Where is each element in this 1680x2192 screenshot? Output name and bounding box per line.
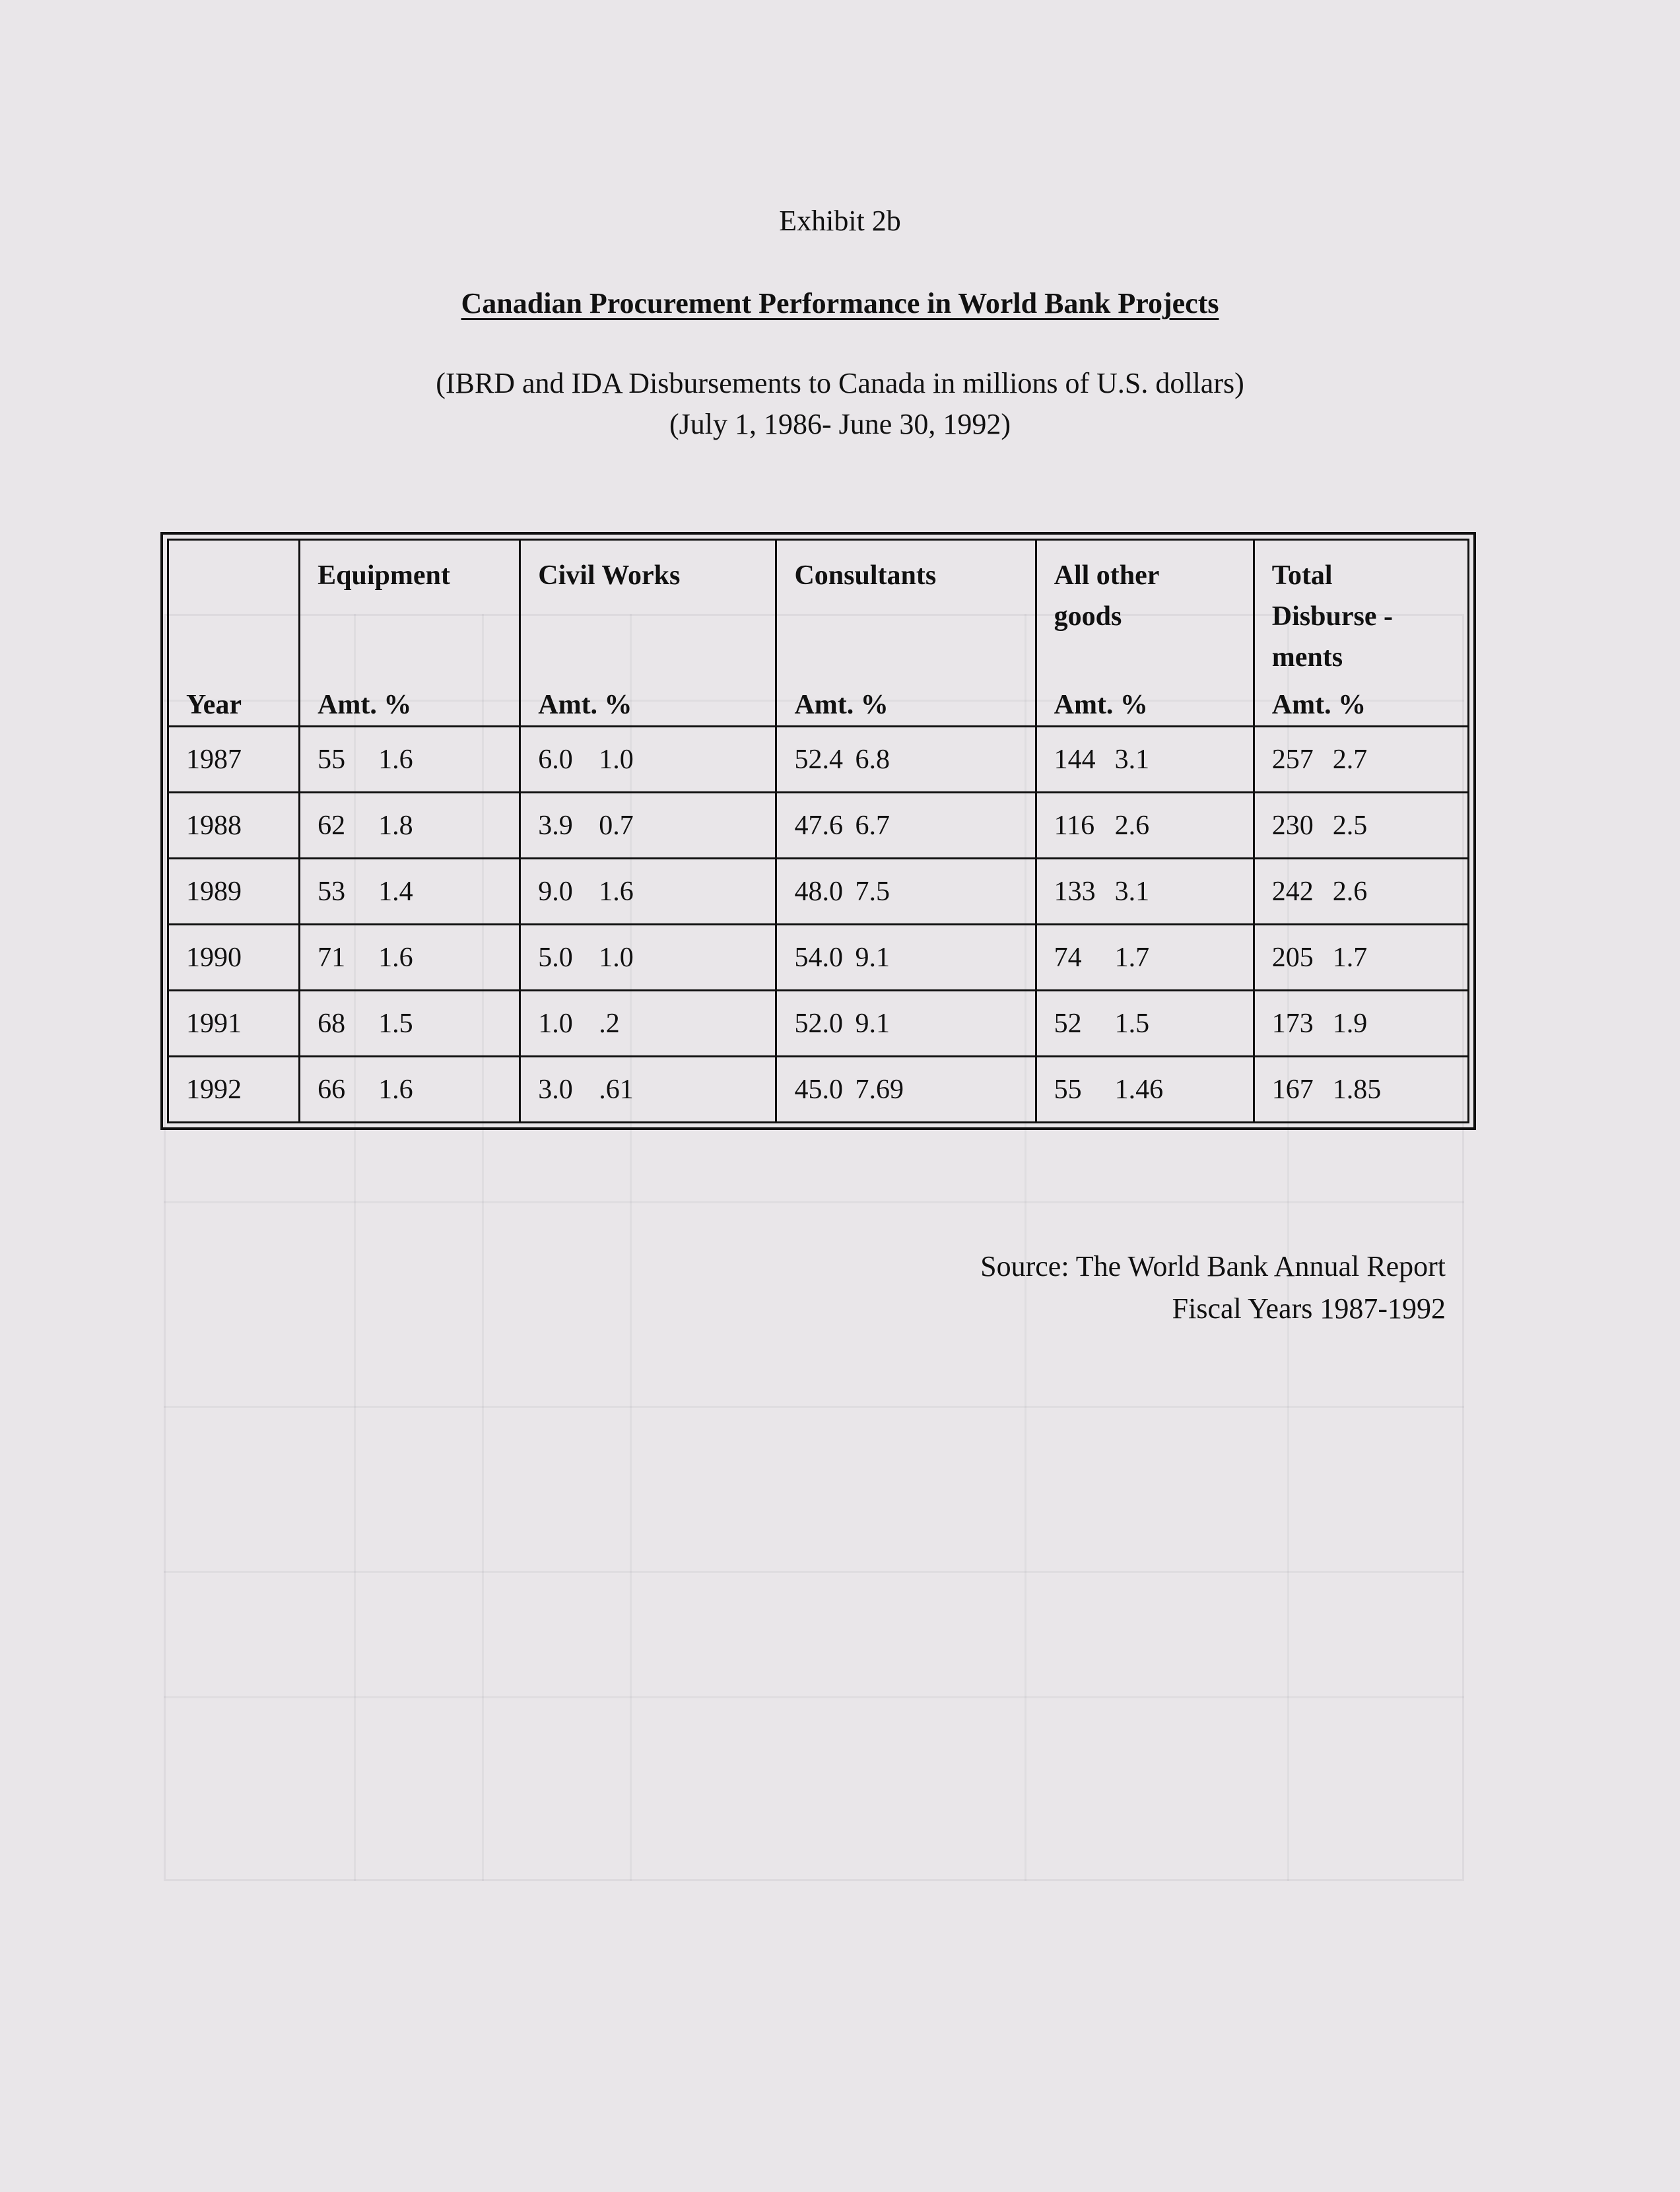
total-cell	[1254, 1057, 1468, 1123]
equipment-cell	[300, 727, 520, 793]
percent-value: 1.6	[378, 744, 413, 775]
amount-value: 48.0	[794, 876, 843, 907]
amount-value: 116	[1054, 810, 1095, 841]
year-cell: 1989	[168, 859, 300, 925]
amount-value: 205	[1271, 942, 1314, 973]
amount-value: 45.0	[794, 1074, 843, 1105]
total-cell	[1254, 727, 1468, 793]
procurement-table-frame	[160, 532, 1476, 1130]
civil-works-cell	[520, 859, 776, 925]
percent-value: 1.6	[599, 876, 634, 907]
civil-works-cell	[520, 991, 776, 1057]
column-header-civil-works	[520, 540, 776, 727]
table-header-row	[168, 540, 1469, 727]
percent-value: 1.5	[1114, 1008, 1150, 1039]
document-title-text: Canadian Procurement Performance in World Bank Projects	[461, 287, 1219, 319]
exhibit-label: Exhibit 2b	[779, 205, 901, 237]
civil-works-cell	[520, 925, 776, 991]
year-cell: 1991	[168, 991, 300, 1057]
amount-value: 1.0	[538, 1008, 573, 1039]
table-body	[168, 727, 1469, 1123]
other-goods-cell	[1036, 991, 1254, 1057]
amount-value: 257	[1271, 744, 1314, 775]
other-goods-cell	[1036, 859, 1254, 925]
amount-value: 71	[318, 942, 346, 973]
percent-value: 1.46	[1114, 1074, 1164, 1105]
amount-value: 74	[1054, 942, 1082, 973]
column-header-other-goods	[1036, 540, 1254, 727]
total-cell	[1254, 925, 1468, 991]
percent-value: 1.9	[1332, 1008, 1368, 1039]
equipment-cell	[300, 1057, 520, 1123]
percent-value: 1.7	[1114, 942, 1150, 973]
amount-value: 47.6	[794, 810, 843, 841]
total-cell	[1254, 793, 1468, 859]
percent-value: 3.1	[1114, 744, 1150, 775]
percent-value: 7.5	[855, 876, 890, 907]
amount-value: 230	[1271, 810, 1314, 841]
consultants-cell	[776, 925, 1036, 991]
percent-value: 3.1	[1114, 876, 1150, 907]
amount-value: 68	[318, 1008, 346, 1039]
percent-value: .2	[599, 1008, 620, 1039]
source-years: Fiscal Years 1987-1992	[1172, 1292, 1446, 1325]
consultants-cell	[776, 727, 1036, 793]
column-header-unit: Amt. %	[1054, 690, 1148, 721]
percent-value: 2.5	[1332, 810, 1368, 841]
amount-value: 62	[318, 810, 346, 841]
column-header-label: All other goods	[1054, 560, 1159, 632]
source-line: Source: The World Bank Annual Report	[980, 1250, 1446, 1282]
other-goods-cell	[1036, 793, 1254, 859]
percent-value: 1.0	[599, 942, 634, 973]
document-title	[0, 284, 1680, 323]
civil-works-cell	[520, 793, 776, 859]
procurement-table	[167, 539, 1469, 1123]
equipment-cell	[300, 793, 520, 859]
table-row	[168, 991, 1469, 1057]
percent-value: 9.1	[855, 942, 890, 973]
percent-value: 1.5	[378, 1008, 413, 1039]
column-header-label: Equipment	[318, 560, 450, 591]
column-header-total	[1254, 540, 1468, 727]
other-goods-cell	[1036, 727, 1254, 793]
year-cell: 1987	[168, 727, 300, 793]
column-header-unit: Amt. %	[1271, 690, 1366, 721]
percent-value: 1.85	[1332, 1074, 1382, 1105]
column-header-label: Civil Works	[538, 560, 681, 591]
total-cell	[1254, 991, 1468, 1057]
percent-value: 1.8	[378, 810, 413, 841]
year-cell: 1992	[168, 1057, 300, 1123]
amount-value: 242	[1271, 876, 1314, 907]
consultants-cell	[776, 1057, 1036, 1123]
year-cell: 1990	[168, 925, 300, 991]
amount-value: 52	[1054, 1008, 1082, 1039]
column-header-equipment	[300, 540, 520, 727]
bleed-through-line	[164, 1571, 1464, 1573]
column-header-unit: Amt. %	[538, 690, 632, 721]
year-cell: 1988	[168, 793, 300, 859]
percent-value: 6.8	[855, 744, 890, 775]
civil-works-cell	[520, 1057, 776, 1123]
amount-value: 66	[318, 1074, 346, 1105]
percent-value: 9.1	[855, 1008, 890, 1039]
percent-value: 1.4	[378, 876, 413, 907]
amount-value: 6.0	[538, 744, 573, 775]
table-row	[168, 1057, 1469, 1123]
column-header-label: Total Disburse -ments	[1271, 560, 1393, 673]
source-note	[792, 1245, 1446, 1330]
equipment-cell	[300, 925, 520, 991]
percent-value: 1.7	[1332, 942, 1368, 973]
column-header-unit: Amt. %	[794, 690, 889, 721]
amount-value: 54.0	[794, 942, 843, 973]
bleed-through-line	[164, 1696, 1464, 1698]
civil-works-cell	[520, 727, 776, 793]
amount-value: 167	[1271, 1074, 1314, 1105]
percent-value: .61	[599, 1074, 634, 1105]
bleed-through-line	[164, 1406, 1464, 1408]
amount-value: 3.0	[538, 1074, 573, 1105]
consultants-cell	[776, 859, 1036, 925]
amount-value: 55	[1054, 1074, 1082, 1105]
other-goods-cell	[1036, 1057, 1254, 1123]
equipment-cell	[300, 991, 520, 1057]
percent-value: 2.7	[1332, 744, 1368, 775]
amount-value: 173	[1271, 1008, 1314, 1039]
amount-value: 133	[1054, 876, 1096, 907]
percent-value: 2.6	[1332, 876, 1368, 907]
consultants-cell	[776, 793, 1036, 859]
column-header-label: Consultants	[794, 560, 937, 591]
amount-value: 3.9	[538, 810, 573, 841]
column-header-unit: Amt. %	[318, 690, 412, 721]
table-row	[168, 793, 1469, 859]
amount-value: 53	[318, 876, 346, 907]
subtitle-period: (July 1, 1986- June 30, 1992)	[669, 408, 1011, 440]
other-goods-cell	[1036, 925, 1254, 991]
table-row	[168, 859, 1469, 925]
amount-value: 55	[318, 744, 346, 775]
amount-value: 5.0	[538, 942, 573, 973]
year-header-cell	[168, 540, 300, 727]
amount-value: 144	[1054, 744, 1096, 775]
bleed-through-line	[164, 1201, 1464, 1203]
subtitle-units: (IBRD and IDA Disbursements to Canada in millions of U.S. dollars)	[436, 367, 1244, 399]
percent-value: 6.7	[855, 810, 890, 841]
consultants-cell	[776, 991, 1036, 1057]
percent-value: 0.7	[599, 810, 634, 841]
column-header-consultants	[776, 540, 1036, 727]
total-cell	[1254, 859, 1468, 925]
percent-value: 1.0	[599, 744, 634, 775]
percent-value: 7.69	[855, 1074, 904, 1105]
equipment-cell	[300, 859, 520, 925]
percent-value: 1.6	[378, 1074, 413, 1105]
percent-value: 2.6	[1114, 810, 1150, 841]
percent-value: 1.6	[378, 942, 413, 973]
amount-value: 52.4	[794, 744, 843, 775]
table-row	[168, 925, 1469, 991]
document-subtitle	[0, 363, 1680, 445]
amount-value: 52.0	[794, 1008, 843, 1039]
table-row	[168, 727, 1469, 793]
year-header: Year	[186, 690, 242, 721]
amount-value: 9.0	[538, 876, 573, 907]
